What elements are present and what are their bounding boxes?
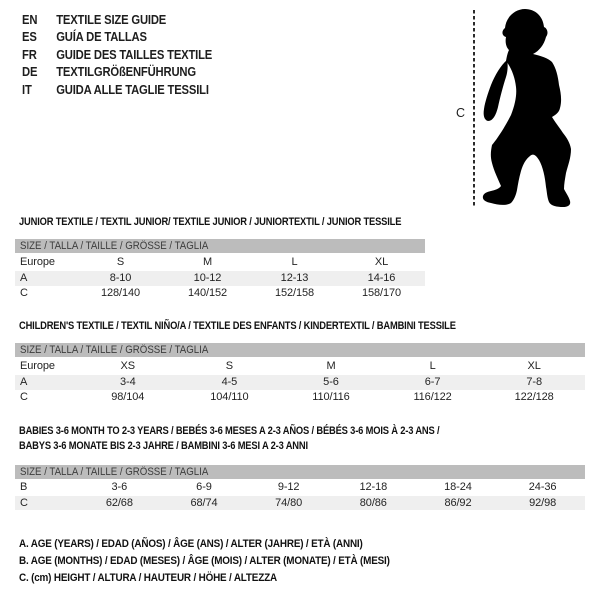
table-cell: L: [291, 256, 298, 268]
table-title-line: CHILDREN'S TEXTILE / TEXTIL NIÑO/A / TEXTILE DES ENFANTS / KINDERTEXTIL / BAMBINI TESSILE: [19, 320, 456, 332]
table-cell: 14-16: [367, 272, 396, 284]
footnote-age-years: A. AGE (YEARS) / EDAD (AÑOS) / ÂGE (ANS) / ALTER (JAHRE) / ETÀ (ANNI): [19, 538, 363, 550]
row-label-cell: Europe: [20, 256, 55, 268]
table-cell: 98/104: [111, 391, 145, 403]
language-label: TEXTILE SIZE GUIDE: [56, 12, 167, 27]
size-header-bar: [15, 343, 585, 357]
table-cell: 122/128: [514, 391, 554, 403]
row-label-cell: C: [20, 497, 28, 509]
table-cell: L: [429, 360, 436, 372]
language-label: GUÍA DE TALLAS: [56, 30, 147, 45]
language-row: [22, 46, 212, 64]
table-cell: 9-12: [277, 481, 300, 493]
table-cell: 12-13: [280, 272, 309, 284]
size-table: [15, 465, 585, 510]
table-title-line: BABYS 3-6 MONATE BIS 2-3 JAHRE / BAMBINI 3-6 MESI A 2-3 ANNI: [19, 440, 308, 452]
toddler-silhouette-icon: [478, 3, 578, 211]
language-row: [22, 64, 212, 82]
table-cell: 140/152: [187, 287, 228, 299]
height-dotted-line-icon: [473, 10, 475, 206]
table-row: [15, 390, 585, 405]
row-label-cell: A: [20, 376, 28, 388]
table-cell: M: [326, 360, 336, 372]
table-title-line: BABIES 3-6 MONTH TO 2-3 YEARS / BEBÉS 3-6 MESES A 2-3 AÑOS / BÉBÉS 3-6 MOIS À 2-3 ANS /: [19, 425, 440, 437]
table-row: [15, 479, 585, 496]
table-cell: 104/110: [210, 391, 249, 403]
table-cell: 110/116: [312, 391, 350, 403]
table-cell: 3-6: [111, 481, 128, 493]
table-cell: 8-10: [109, 272, 132, 284]
table-cell: 12-18: [359, 481, 388, 493]
table-cell: 18-24: [444, 481, 472, 493]
table-cell: 4-5: [221, 376, 238, 388]
table-cell: M: [202, 256, 213, 268]
table-row: [15, 496, 585, 510]
size-header-bar: [15, 465, 585, 479]
table-cell: 80/86: [359, 497, 387, 509]
language-code: FR: [22, 47, 37, 62]
row-label-cell: Europe: [20, 360, 55, 372]
language-label: GUIDA ALLE TAGLIE TESSILI: [56, 82, 209, 97]
language-label: TEXTILGRÖßENFÜHRUNG: [56, 65, 196, 80]
size-header-text: SIZE / TALLA / TAILLE / GRÖSSE / TAGLIA: [20, 344, 209, 356]
row-label-cell: B: [20, 481, 28, 493]
language-row: [22, 81, 212, 99]
table-cell: 62/68: [105, 497, 133, 509]
size-table: [15, 343, 585, 405]
table-cell: S: [225, 360, 234, 372]
table-cell: XL: [527, 360, 541, 372]
table-cell: 5-6: [323, 376, 339, 388]
language-code: EN: [22, 12, 38, 27]
footnote-height: C. (cm) HEIGHT / ALTURA / HAUTEUR / HÖHE / ALTEZZA: [19, 572, 277, 584]
size-table: [15, 239, 425, 301]
size-header-text: SIZE / TALLA / TAILLE / GRÖSSE / TAGLIA: [20, 240, 209, 252]
size-header-bar: [15, 239, 425, 253]
language-row: [22, 29, 212, 47]
row-label-cell: C: [20, 391, 28, 403]
language-code: DE: [22, 65, 38, 80]
footnote-age-months: B. AGE (MONTHS) / EDAD (MESES) / ÂGE (MOIS) / ALTER (MONATE) / ETÀ (MESI): [19, 555, 390, 567]
table-cell: 158/170: [361, 287, 402, 299]
table-title-line: JUNIOR TEXTILE / TEXTIL JUNIOR/ TEXTILE JUNIOR / JUNIORTEXTIL / JUNIOR TESSILE: [19, 216, 402, 228]
language-code: IT: [22, 82, 32, 97]
table-cell: 6-9: [196, 481, 212, 493]
table-cell: 74/80: [275, 497, 303, 509]
language-title-list: [22, 11, 233, 99]
language-row: [22, 11, 212, 29]
language-code: ES: [22, 30, 37, 45]
table-cell: 152/158: [274, 287, 315, 299]
row-label-cell: C: [20, 287, 28, 299]
table-cell: XL: [374, 256, 389, 268]
height-measure-label: C: [456, 106, 466, 120]
table-cell: 3-4: [119, 376, 136, 388]
table-cell: 10-12: [193, 272, 222, 284]
table-cell: 92/98: [529, 497, 557, 509]
table-row: [15, 357, 585, 375]
table-cell: 86/92: [444, 497, 472, 509]
table-cell: 6-7: [424, 376, 441, 388]
table-row: [15, 375, 585, 390]
language-label: GUIDE DES TAILLES TEXTILE: [56, 47, 213, 62]
table-row: [15, 271, 425, 286]
size-header-text: SIZE / TALLA / TAILLE / GRÖSSE / TAGLIA: [20, 466, 209, 478]
table-cell: 128/140: [100, 287, 141, 299]
row-label-cell: A: [20, 272, 28, 284]
table-cell: 7-8: [526, 376, 542, 388]
table-cell: 68/74: [190, 497, 218, 509]
footnote-legend: [19, 536, 431, 587]
table-cell: 24-36: [528, 481, 557, 493]
table-cell: XS: [120, 360, 136, 372]
table-cell: S: [116, 256, 125, 268]
table-row: [15, 253, 425, 271]
table-cell: 116/122: [413, 391, 452, 403]
table-row: [15, 286, 425, 301]
